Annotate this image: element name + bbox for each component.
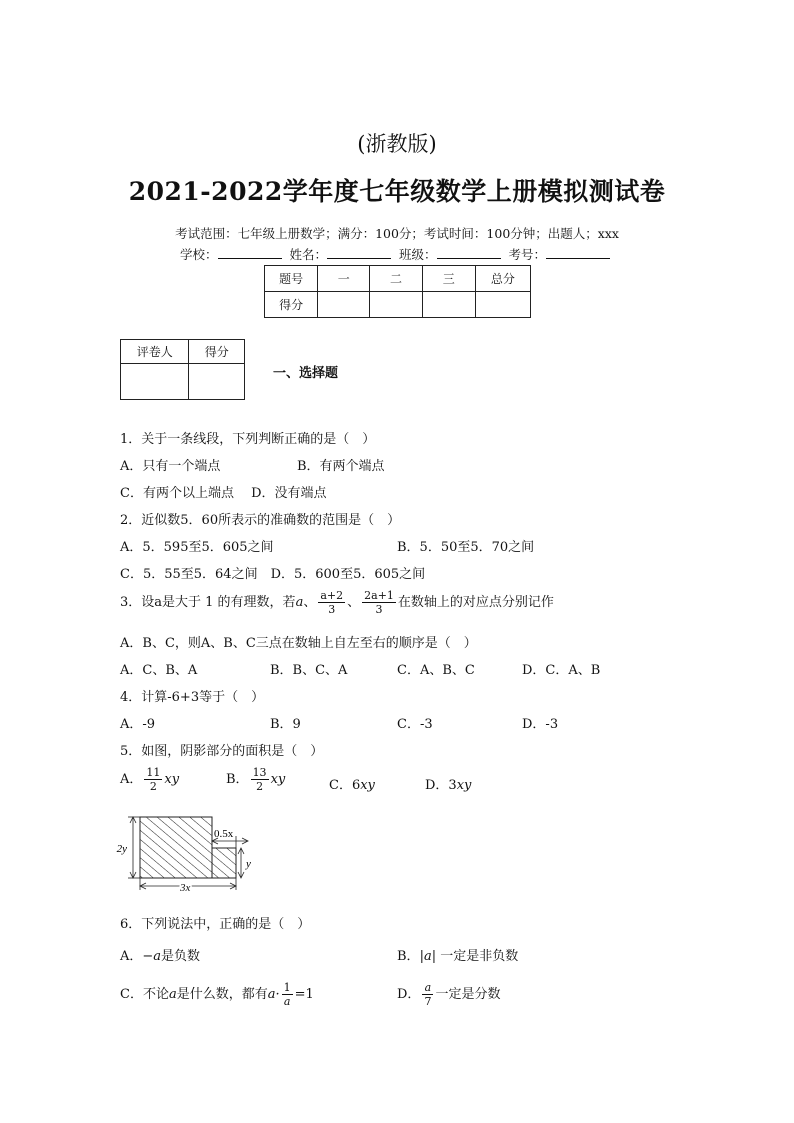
score-header-cell: 题号: [265, 266, 318, 292]
question-5-stem: 5．如图，阴影部分的面积是（ ）: [120, 744, 324, 759]
label-2y: 2y: [116, 843, 127, 855]
question-4-option-b: B．9: [270, 717, 301, 732]
question-2-option-a: A．5．595至5．605之间: [120, 540, 274, 555]
name-blank[interactable]: [327, 248, 391, 259]
question-6-option-b: [397, 945, 518, 964]
equals-one: =1: [294, 987, 314, 1002]
large-shaded-rect: [140, 817, 212, 878]
question-6-stem: 6．下列说法中，正确的是（ ）: [120, 917, 311, 932]
option-label: C．6: [329, 778, 361, 793]
separator: 、: [303, 595, 317, 610]
question-1-option-a: A．只有一个端点: [120, 459, 221, 474]
question-3-option-b: B．B、C、A: [270, 663, 348, 678]
question-3-option-a: A．C、B、A: [120, 663, 198, 678]
fraction-a-over-7: [422, 981, 433, 1008]
denominator: 3: [375, 603, 383, 616]
denominator: 2: [149, 780, 157, 793]
score-header-cell: 一: [318, 266, 370, 292]
exam-info: 考试范围：七年级上册数学；满分：100分；考试时间：100分钟；出题人；xxx: [175, 226, 619, 241]
option-text: 一定是分数: [435, 987, 501, 1002]
option-label: A．: [120, 949, 143, 964]
question-5-option-d: [425, 774, 471, 793]
class-label: 班级：: [398, 247, 437, 262]
option-label: D．: [397, 987, 421, 1002]
score-cell[interactable]: [318, 292, 370, 318]
exam-number-blank[interactable]: [546, 248, 610, 259]
grader-header-cell: 得分: [189, 340, 245, 364]
numerator: 11: [146, 766, 161, 779]
score-row-label: 得分: [265, 292, 318, 318]
score-header-cell: 总分: [475, 266, 530, 292]
question-4-option-d: D．-3: [522, 717, 559, 732]
score-cell[interactable]: [370, 292, 422, 318]
option-text: 是什么数，都有: [176, 987, 268, 1002]
question-4-stem: 4．计算-6+3等于（ ）: [120, 690, 265, 705]
variable-xy: xy: [164, 772, 180, 787]
numerator: a+2: [320, 589, 344, 602]
denominator: 2: [256, 780, 264, 793]
label-0-5x: 0.5x: [214, 828, 234, 840]
fraction-1-over-a: [282, 981, 293, 1008]
question-5-option-c: [329, 774, 375, 793]
option-label: B．: [397, 949, 420, 964]
option-text: 是负数: [161, 949, 201, 964]
numerator: 2a+1: [364, 589, 394, 602]
question-1-stem: 1．关于一条线段，下列判断正确的是（ ）: [120, 432, 376, 447]
separator: 、: [347, 595, 361, 610]
fraction-11-over-2: [144, 766, 162, 793]
question-2-option-cd: C．5．55至5．64之间 D．5．600至5．605之间: [120, 567, 426, 582]
class-blank[interactable]: [437, 248, 501, 259]
question-4-option-a: A．-9: [120, 717, 156, 732]
name-label: 姓名：: [289, 247, 327, 262]
question-2-stem: 2．近似数5．60所表示的准确数的范围是（ ）: [120, 513, 401, 528]
option-label: B．: [226, 772, 249, 787]
exam-number-label: 考号：: [508, 247, 546, 262]
student-fields: [0, 245, 794, 263]
fraction-a-plus-2-over-3: [318, 589, 345, 616]
question-6-option-d: [397, 980, 500, 1010]
expression-a-times: a·: [267, 987, 280, 1002]
question-3-text: 3．设a是大于 1 的有理数，若: [120, 595, 296, 610]
question-5-option-a: [120, 765, 179, 795]
question-3-option-d: D．C．A、B: [522, 663, 601, 678]
label-y: y: [246, 858, 251, 870]
numerator: a: [422, 981, 433, 995]
label-3x: 3x: [180, 882, 191, 894]
fraction-2a-plus-1-over-3: [362, 589, 396, 616]
score-header-cell: 二: [370, 266, 422, 292]
question-1-option-b: B．有两个端点: [297, 459, 385, 474]
option-text: 一定是非负数: [436, 949, 519, 964]
numerator: 1: [283, 981, 291, 994]
shaded-area-figure: [118, 812, 253, 894]
exam-version: (浙教版): [357, 132, 437, 156]
score-cell[interactable]: [475, 292, 530, 318]
variable-a: a: [295, 595, 304, 610]
question-5-option-b: [226, 765, 285, 795]
variable-a: a: [168, 987, 177, 1002]
score-table: [264, 265, 531, 318]
grader-header-cell: 评卷人: [121, 340, 189, 364]
question-6-option-a: [120, 945, 200, 964]
question-1-option-cd: C．有两个以上端点 D．没有端点: [120, 486, 327, 501]
question-3-line2: A．B、C，则A、B、C三点在数轴上自左至右的顺序是（ ）: [120, 636, 477, 651]
question-3-option-c: C．A、B、C: [397, 663, 475, 678]
score-header-cell: 三: [422, 266, 475, 292]
question-3-text-end: 在数轴上的对应点分别记作: [397, 595, 554, 610]
section-title: 一、选择题: [273, 366, 339, 381]
denominator: 7: [424, 995, 432, 1008]
question-4-option-c: C．-3: [397, 717, 433, 732]
option-label: A．: [120, 772, 143, 787]
variable-xy: xy: [270, 772, 286, 787]
question-3-stem: [120, 588, 554, 618]
grader-cell[interactable]: [121, 364, 189, 400]
denominator: a: [283, 995, 291, 1008]
expression-abs-a: |a|: [419, 949, 437, 964]
exam-title: 2021-2022学年度七年级数学上册模拟测试卷: [128, 177, 666, 206]
school-label: 学校：: [179, 247, 218, 262]
fraction-13-over-2: [251, 766, 269, 793]
option-label: C．不论: [120, 987, 169, 1002]
question-6-option-c: [120, 980, 314, 1010]
score-cell[interactable]: [422, 292, 475, 318]
denominator: 3: [328, 603, 336, 616]
expression-negative-a: −a: [142, 949, 162, 964]
option-label: D．3: [425, 778, 457, 793]
numerator: 13: [252, 766, 267, 779]
grader-cell[interactable]: [189, 364, 245, 400]
school-blank[interactable]: [218, 248, 282, 259]
variable-xy: xy: [456, 778, 472, 793]
grader-table: [120, 339, 245, 400]
small-shaded-rect: [212, 848, 236, 878]
question-2-option-b: B．5．50至5．70之间: [397, 540, 535, 555]
variable-xy: xy: [360, 778, 375, 793]
